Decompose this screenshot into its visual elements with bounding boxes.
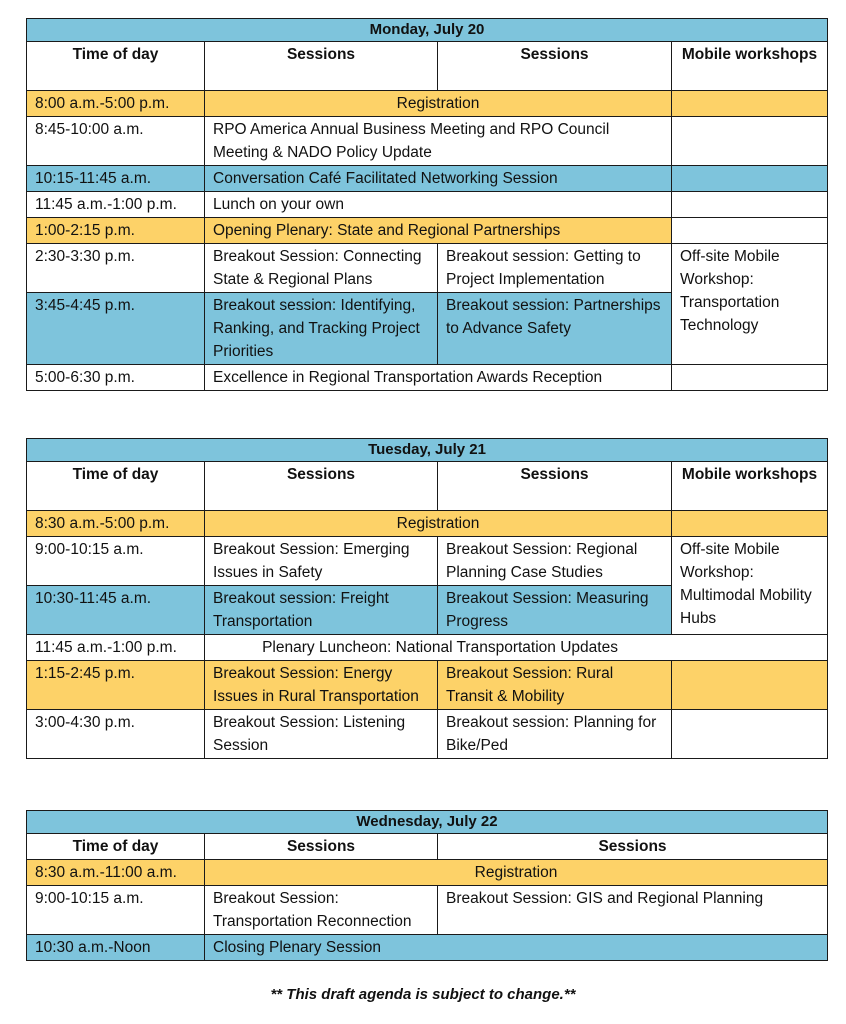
table-row	[27, 244, 828, 293]
header-time: Time of day	[27, 462, 205, 511]
monday-agenda-table	[26, 18, 828, 391]
time-cell: 3:45-4:45 p.m.	[27, 293, 205, 365]
session-cell: Lunch on your own	[205, 192, 672, 218]
mobile-workshop-cell: Off-site Mobile Workshop: Transportation Technology	[672, 244, 828, 365]
header-time: Time of day	[27, 42, 205, 91]
header-mobile: Mobile workshops	[672, 462, 828, 511]
day-title: Tuesday, July 21	[27, 439, 828, 462]
table-row	[27, 661, 828, 710]
session-cell: Registration	[205, 860, 828, 886]
time-cell: 10:15-11:45 a.m.	[27, 166, 205, 192]
time-cell: 1:15-2:45 p.m.	[27, 661, 205, 710]
mobile-cell	[672, 511, 828, 537]
session-cell: Breakout session: Getting to Project Implementation	[438, 244, 672, 293]
header-sessions: Sessions	[205, 42, 438, 91]
table-row	[27, 935, 828, 961]
time-cell: 8:45-10:00 a.m.	[27, 117, 205, 166]
mobile-cell	[672, 710, 828, 759]
table-row	[27, 511, 828, 537]
table-row	[27, 537, 828, 586]
wednesday-agenda-table	[26, 810, 828, 961]
session-cell: Breakout Session: Emerging Issues in Safety	[205, 537, 438, 586]
time-cell: 3:00-4:30 p.m.	[27, 710, 205, 759]
table-row	[27, 860, 828, 886]
mobile-cell	[672, 91, 828, 117]
header-mobile: Mobile workshops	[672, 42, 828, 91]
time-cell: 2:30-3:30 p.m.	[27, 244, 205, 293]
table-row	[27, 117, 828, 166]
session-cell: Breakout Session: Connecting State & Regional Plans	[205, 244, 438, 293]
session-cell: Opening Plenary: State and Regional Partnerships	[205, 218, 672, 244]
time-cell: 9:00-10:15 a.m.	[27, 886, 205, 935]
session-cell: Excellence in Regional Transportation Awards Reception	[205, 365, 672, 391]
header-sessions: Sessions	[438, 42, 672, 91]
table-row	[27, 192, 828, 218]
session-cell: Breakout session: Identifying, Ranking, and Tracking Project Priorities	[205, 293, 438, 365]
session-cell: RPO America Annual Business Meeting and RPO Council Meeting & NADO Policy Update	[205, 117, 672, 166]
time-cell: 1:00-2:15 p.m.	[27, 218, 205, 244]
time-cell: 5:00-6:30 p.m.	[27, 365, 205, 391]
tuesday-agenda-table	[26, 438, 828, 759]
session-cell: Breakout Session: Energy Issues in Rural Transportation	[205, 661, 438, 710]
time-cell: 9:00-10:15 a.m.	[27, 537, 205, 586]
time-cell: 11:45 a.m.-1:00 p.m.	[27, 192, 205, 218]
table-row	[27, 91, 828, 117]
time-cell: 8:30 a.m.-5:00 p.m.	[27, 511, 205, 537]
mobile-cell	[672, 166, 828, 192]
day-title: Wednesday, July 22	[27, 811, 828, 834]
session-cell: Breakout session: Planning for Bike/Ped	[438, 710, 672, 759]
day-title: Monday, July 20	[27, 19, 828, 42]
table-row	[27, 218, 828, 244]
mobile-cell	[672, 218, 828, 244]
time-cell: 8:30 a.m.-11:00 a.m.	[27, 860, 205, 886]
table-row	[27, 635, 828, 661]
header-time: Time of day	[27, 834, 205, 860]
session-cell: Breakout Session: Regional Planning Case Studies	[438, 537, 672, 586]
header-sessions: Sessions	[205, 834, 438, 860]
time-cell: 11:45 a.m.-1:00 p.m.	[27, 635, 205, 661]
session-cell: Registration	[205, 511, 672, 537]
session-cell: Breakout Session: Listening Session	[205, 710, 438, 759]
time-cell: 10:30 a.m.-Noon	[27, 935, 205, 961]
mobile-cell	[672, 661, 828, 710]
mobile-cell	[672, 192, 828, 218]
session-cell: Closing Plenary Session	[205, 935, 828, 961]
draft-note: ** This draft agenda is subject to change.**	[270, 986, 576, 1003]
time-cell: 8:00 a.m.-5:00 p.m.	[27, 91, 205, 117]
session-cell: Breakout Session: GIS and Regional Planning	[438, 886, 828, 935]
session-cell: Breakout session: Freight Transportation	[205, 586, 438, 635]
mobile-cell	[672, 117, 828, 166]
table-row	[27, 166, 828, 192]
session-cell: Breakout Session: Rural Transit & Mobility	[438, 661, 672, 710]
session-cell: Breakout session: Partnerships to Advance Safety	[438, 293, 672, 365]
table-row	[27, 710, 828, 759]
session-cell: Conversation Café Facilitated Networking Session	[205, 166, 672, 192]
header-sessions: Sessions	[205, 462, 438, 511]
table-row	[27, 365, 828, 391]
time-cell: 10:30-11:45 a.m.	[27, 586, 205, 635]
mobile-cell	[672, 365, 828, 391]
session-cell: Breakout Session: Measuring Progress	[438, 586, 672, 635]
session-cell: Breakout Session: Transportation Reconnection	[205, 886, 438, 935]
header-sessions: Sessions	[438, 462, 672, 511]
session-cell: Registration	[205, 91, 672, 117]
session-cell: Plenary Luncheon: National Transportation Updates	[205, 635, 828, 661]
header-sessions: Sessions	[438, 834, 828, 860]
table-row	[27, 886, 828, 935]
mobile-workshop-cell: Off-site Mobile Workshop: Multimodal Mobility Hubs	[672, 537, 828, 635]
